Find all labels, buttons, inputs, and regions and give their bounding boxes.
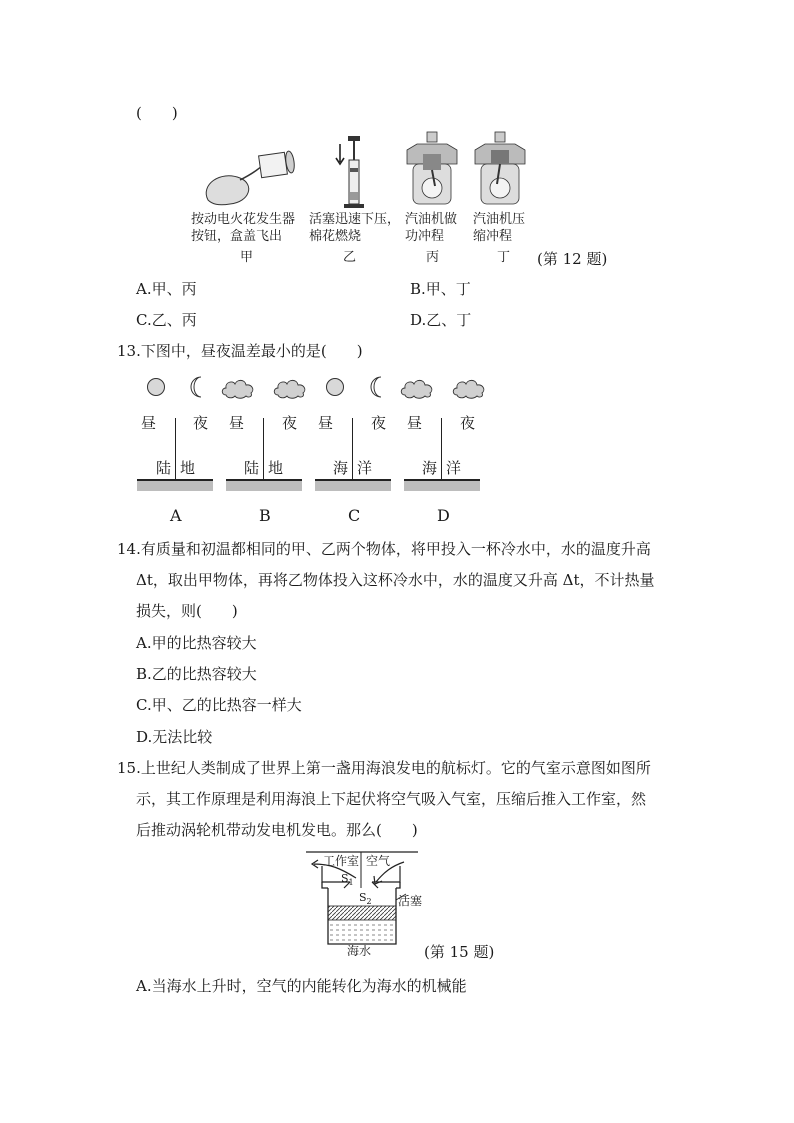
q13-sun-icon-c <box>325 377 345 397</box>
q13-stem: 13.下图中，昼夜温差最小的是( ) <box>117 342 363 360</box>
q12-figure-jia-illustration <box>200 140 310 210</box>
q13-panel-a-left: 陆 <box>156 459 172 477</box>
q12-caption-yi-line2: 棉花燃烧 <box>309 229 362 244</box>
q15-stem-line2: 示，其工作原理是利用海浪上下起伏将空气吸入气室，压缩后推入工作室，然 <box>136 790 647 808</box>
q13-cloud-icon-d-night <box>451 377 487 399</box>
q12-caption-ding-line1: 汽油机压 <box>473 212 526 227</box>
q13-panel-a-letter[interactable]: A <box>170 506 182 525</box>
q13-panel-b-ground <box>226 481 302 491</box>
q12-answer-paren: ( ) <box>136 104 178 122</box>
q12-tag-bing: 丙 <box>426 250 440 265</box>
q14-option-b[interactable]: B.乙的比热容较大 <box>136 665 257 683</box>
q15-label-piston: 活塞 <box>398 894 423 908</box>
q13-panel-b-night: 夜 <box>282 414 298 432</box>
q12-option-d[interactable]: D.乙、丁 <box>410 311 472 329</box>
q13-panel-d-letter[interactable]: D <box>437 506 450 525</box>
q12-figure-ding-illustration <box>473 130 527 208</box>
q12-option-b[interactable]: B.甲、丁 <box>410 280 471 298</box>
q13-panel-a-right: 地 <box>180 459 196 477</box>
q13-panel-b-divider <box>263 418 264 480</box>
q15-label-work-room: 工作室 <box>323 854 360 868</box>
q14-option-c[interactable]: C.甲、乙的比热容一样大 <box>136 696 302 714</box>
q13-cloud-icon-b-night <box>272 377 308 399</box>
q14-option-d[interactable]: D.无法比较 <box>136 728 213 746</box>
q13-panel-a-divider <box>175 418 176 480</box>
q14-stem-line1: 14.有质量和初温都相同的甲、乙两个物体，将甲投入一杯冷水中，水的温度升高 <box>117 540 651 558</box>
q13-panel-d-divider <box>441 418 442 480</box>
q13-panel-b-letter[interactable]: B <box>259 506 271 525</box>
q12-tag-ding: 丁 <box>497 250 511 265</box>
q13-panel-c-letter[interactable]: C <box>348 506 361 525</box>
q13-panel-c-ground <box>315 481 391 491</box>
q12-figure-bing-illustration <box>405 130 459 208</box>
q13-panel-d-left: 海 <box>422 459 438 477</box>
q13-moon-icon-c <box>372 376 390 398</box>
q12-figure-yi-illustration <box>334 134 374 210</box>
q13-panel-b-right: 地 <box>268 459 284 477</box>
q13-panel-c-night: 夜 <box>371 414 387 432</box>
q15-label-s2: $S_2$ <box>359 891 372 907</box>
q12-caption-jia-line1: 按动电火花发生器 <box>191 212 296 227</box>
q12-option-a[interactable]: A.甲、丙 <box>136 280 197 298</box>
q12-tag-yi: 乙 <box>343 250 357 265</box>
q14-stem-line2: Δt，取出甲物体，再将乙物体投入这杯冷水中，水的温度又升高 Δt，不计热量 <box>136 571 655 589</box>
q15-label-sea: 海水 <box>347 944 372 958</box>
q15-option-a[interactable]: A.当海水上升时，空气的内能转化为海水的机械能 <box>136 977 467 995</box>
q13-panel-d-ground <box>404 481 480 491</box>
q15-stem-line1: 15.上世纪人类制成了世界上第一盏用海浪发电的航标灯。它的气室示意图如图所 <box>117 759 651 777</box>
q12-figure-note: (第 12 题) <box>537 250 608 268</box>
q13-panel-c-right: 洋 <box>357 459 373 477</box>
q13-panel-a-night: 夜 <box>193 414 209 432</box>
q13-panel-b-left: 陆 <box>244 459 260 477</box>
q13-panel-a-day: 昼 <box>141 414 157 432</box>
q13-panel-c-left: 海 <box>333 459 349 477</box>
q13-panel-d-night: 夜 <box>460 414 476 432</box>
q13-panel-d-right: 洋 <box>446 459 462 477</box>
q12-caption-jia-line2: 按钮，盒盖飞出 <box>191 229 283 244</box>
q13-sun-icon-a <box>146 377 166 397</box>
q12-caption-yi-line1: 活塞迅速下压， <box>309 212 401 227</box>
q13-panel-c-divider <box>352 418 353 480</box>
q13-panel-d-day: 昼 <box>407 414 423 432</box>
q15-label-air: 空气 <box>366 854 391 868</box>
q12-caption-ding-line2: 缩冲程 <box>473 229 513 244</box>
q12-caption-bing-line2: 功冲程 <box>405 229 445 244</box>
q13-moon-icon-a <box>192 376 210 398</box>
q14-option-a[interactable]: A.甲的比热容较大 <box>136 634 257 652</box>
q12-tag-jia: 甲 <box>240 250 254 265</box>
q13-panel-c-day: 昼 <box>318 414 334 432</box>
q15-stem-line3: 后推动涡轮机带动发电机发电。那么( ) <box>136 821 418 839</box>
q12-caption-bing-line1: 汽油机做 <box>405 212 458 227</box>
q13-cloud-icon-d-day <box>399 377 435 399</box>
q14-stem-line3: 损失，则( ) <box>136 602 238 620</box>
q12-option-c[interactable]: C.乙、丙 <box>136 311 197 329</box>
q13-panel-b-day: 昼 <box>229 414 245 432</box>
q13-cloud-icon-b-day <box>220 377 256 399</box>
q15-figure-note: (第 15 题) <box>424 943 495 961</box>
q15-label-s1: $S_1$ <box>341 872 354 888</box>
q13-panel-a-ground <box>137 481 213 491</box>
